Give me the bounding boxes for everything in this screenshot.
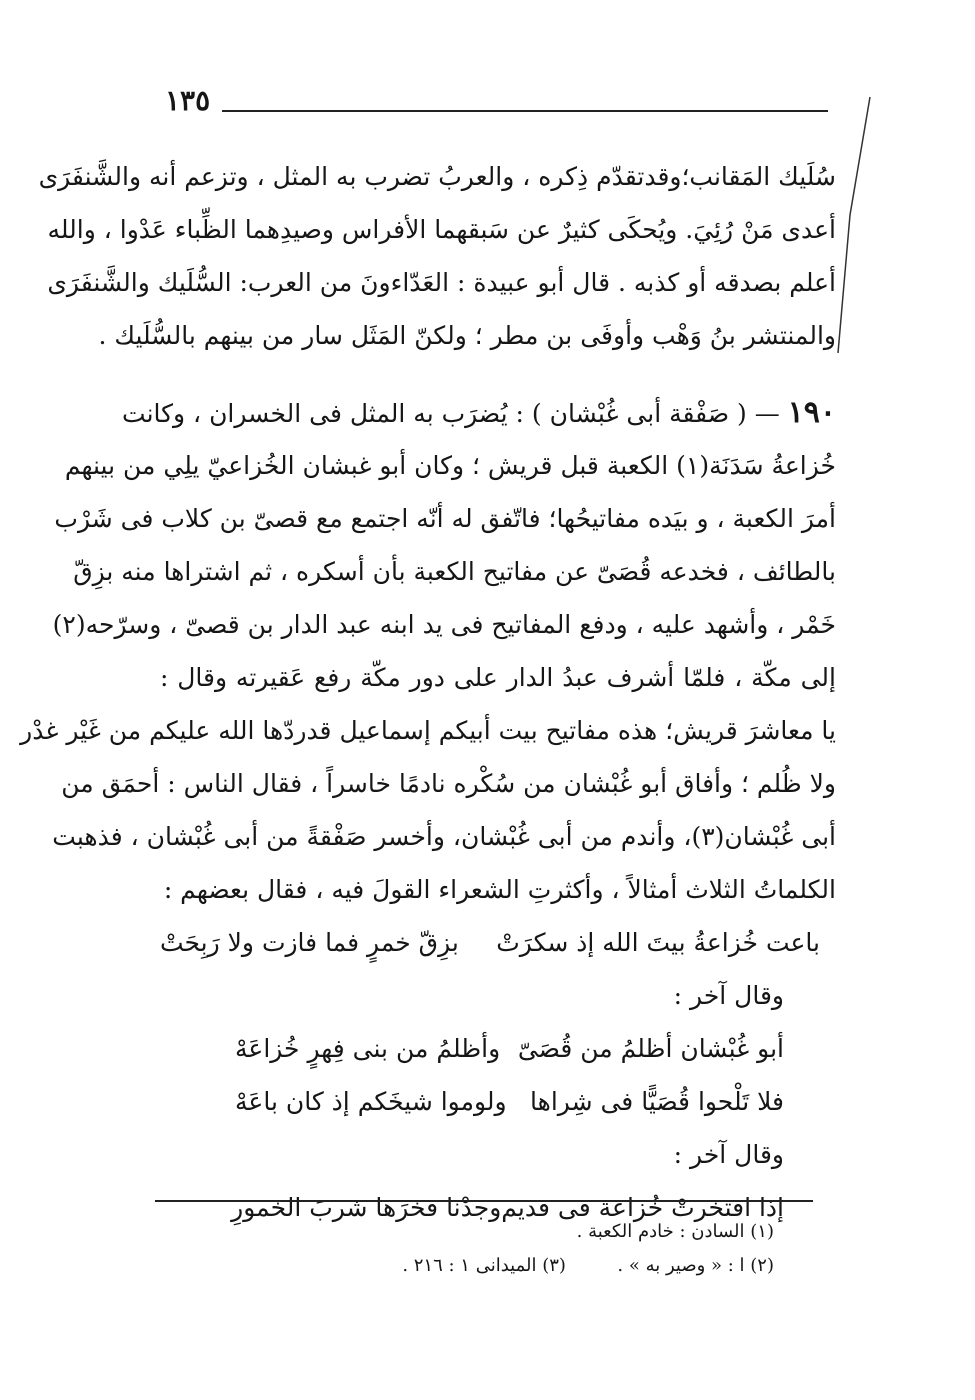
verse-hemistich: وأظلمُ من بنى فِهرٍ خُزاعَهْ bbox=[235, 1034, 501, 1063]
text-line: والمنتشر بنُ وَهْب وأوفَى بن مطر ؛ ولكنّ المَثَل سار من بينهم بالسُّلَيك . bbox=[98, 321, 836, 350]
text-line: سُلَيك المَقانب؛وقدتقدّم ذِكره ، والعربُ تضرب به المثل ، وتزعم أنه والشَّنفَرَى bbox=[38, 162, 836, 191]
footnote: (٢) ا : « وصير به » . bbox=[617, 1255, 774, 1276]
text-line: إلى مكّة ، فلمّا أشرف عبدُ الدار على دور مكّة رفع عَقيرته وقال : bbox=[160, 663, 836, 692]
poetry-verse bbox=[160, 1022, 836, 1075]
text-line: أمرَ الكعبة ، و بيَده مفاتيحُها؛ فاتّفق له أنّه اجتمع مع قصىّ بن كلاب فى شَرْب bbox=[54, 504, 836, 533]
poetry-intro: وقال آخر : bbox=[673, 981, 784, 1010]
text-line: أعلم بصدقه أو كذبه . قال أبو عبيدة : العَدّاءونَ من العرب: السُّلَيك والشَّنفَرَى bbox=[47, 268, 836, 297]
footnote-line bbox=[300, 1249, 774, 1283]
poetry-intro: وقال آخر : bbox=[673, 1140, 784, 1169]
header-rule bbox=[222, 110, 828, 112]
verse-hemistich: إذا افتخرتْ خُزاعة فى قديم bbox=[501, 1193, 784, 1222]
paragraph-gap bbox=[160, 362, 836, 386]
footnotes bbox=[300, 1215, 774, 1283]
verse-hemistich: أبو غُبْشان أظلمُ من قُصَىّ bbox=[517, 1034, 784, 1063]
footnote: (٣) الميدانى ١ : ٢١٦ . bbox=[402, 1255, 566, 1276]
entry-number: ١٩٠ bbox=[787, 395, 836, 430]
page-number: ١٣٥ bbox=[165, 84, 211, 117]
text-line: يا معاشرَ قريش؛ هذه مفاتيح بيت أبيكم إسماعيل قدردّها الله عليكم من غَيْر غدْر bbox=[20, 716, 836, 745]
text-line: بالطائف ، فخدعه قُصَىّ عن مفاتيح الكعبة بأن أسكره ، ثم اشتراها منه بزِقّ bbox=[73, 557, 836, 586]
verse-hemistich: فلا تَلْحوا قُصَيًّا فى شِراها bbox=[530, 1087, 784, 1116]
text-line: خُزاعةُ سَدَنَة(١) الكعبة قبل قريش ؛ وكان أبو غبشان الخُزاعيّ يلِي من بينهم bbox=[64, 451, 836, 480]
text-line: الكلماتُ الثلاث أمثالاً ، وأكثرتِ الشعراء القولَ فيه ، فقال بعضهم : bbox=[163, 875, 836, 904]
verse-hemistich: بزِقّ خمرٍ فما فازت ولا رَبِحَتْ bbox=[160, 928, 459, 957]
entry-heading-line bbox=[122, 386, 836, 439]
verse-hemistich: باعت خُزاعةُ بيتَ الله إذ سكرَتْ bbox=[496, 928, 820, 957]
footnote-line bbox=[300, 1215, 774, 1249]
footnote: (١) السادن : خادم الكعبة . bbox=[576, 1221, 774, 1242]
text-line: ولا ظُلم ؛ وأفاق أبو غُبْشان من سُكْره نادمًا خاسراً ، فقال الناس : أحمَق من bbox=[61, 769, 836, 798]
poetry-verse bbox=[160, 916, 836, 969]
main-text bbox=[20, 150, 836, 1234]
entry-heading-text: — ( صَفْقة أبى غُبْشان ) : يُضرَب به المثل فى الخسران ، وكانت bbox=[122, 399, 780, 428]
verse-hemistich: ولوموا شيخَكم إذ كان باعَهْ bbox=[235, 1087, 507, 1116]
footnote-rule bbox=[155, 1200, 813, 1202]
text-line: أعدى مَنْ رُئِيَ. ويُحكَى كثيرٌ عن سَبقهما الأفراس وصيدِهما الظِّباء عَدْوا ، والله bbox=[47, 215, 836, 244]
verse-hemistich: وجدْنا فخرَها شربَ الخمورِ bbox=[231, 1193, 502, 1222]
text-line: أبى غُبْشان(٣)، وأندم من أبى غُبْشان، وأخسر صَفْقةً من أبى غُبْشان ، فذهبت bbox=[52, 822, 836, 851]
text-line: خَمْر ، وأشهد عليه ، ودفع المفاتيح فى يد ابنه عبد الدار بن قصىّ ، وسرّحه(٢) bbox=[52, 610, 836, 639]
poetry-verse bbox=[160, 1075, 836, 1128]
